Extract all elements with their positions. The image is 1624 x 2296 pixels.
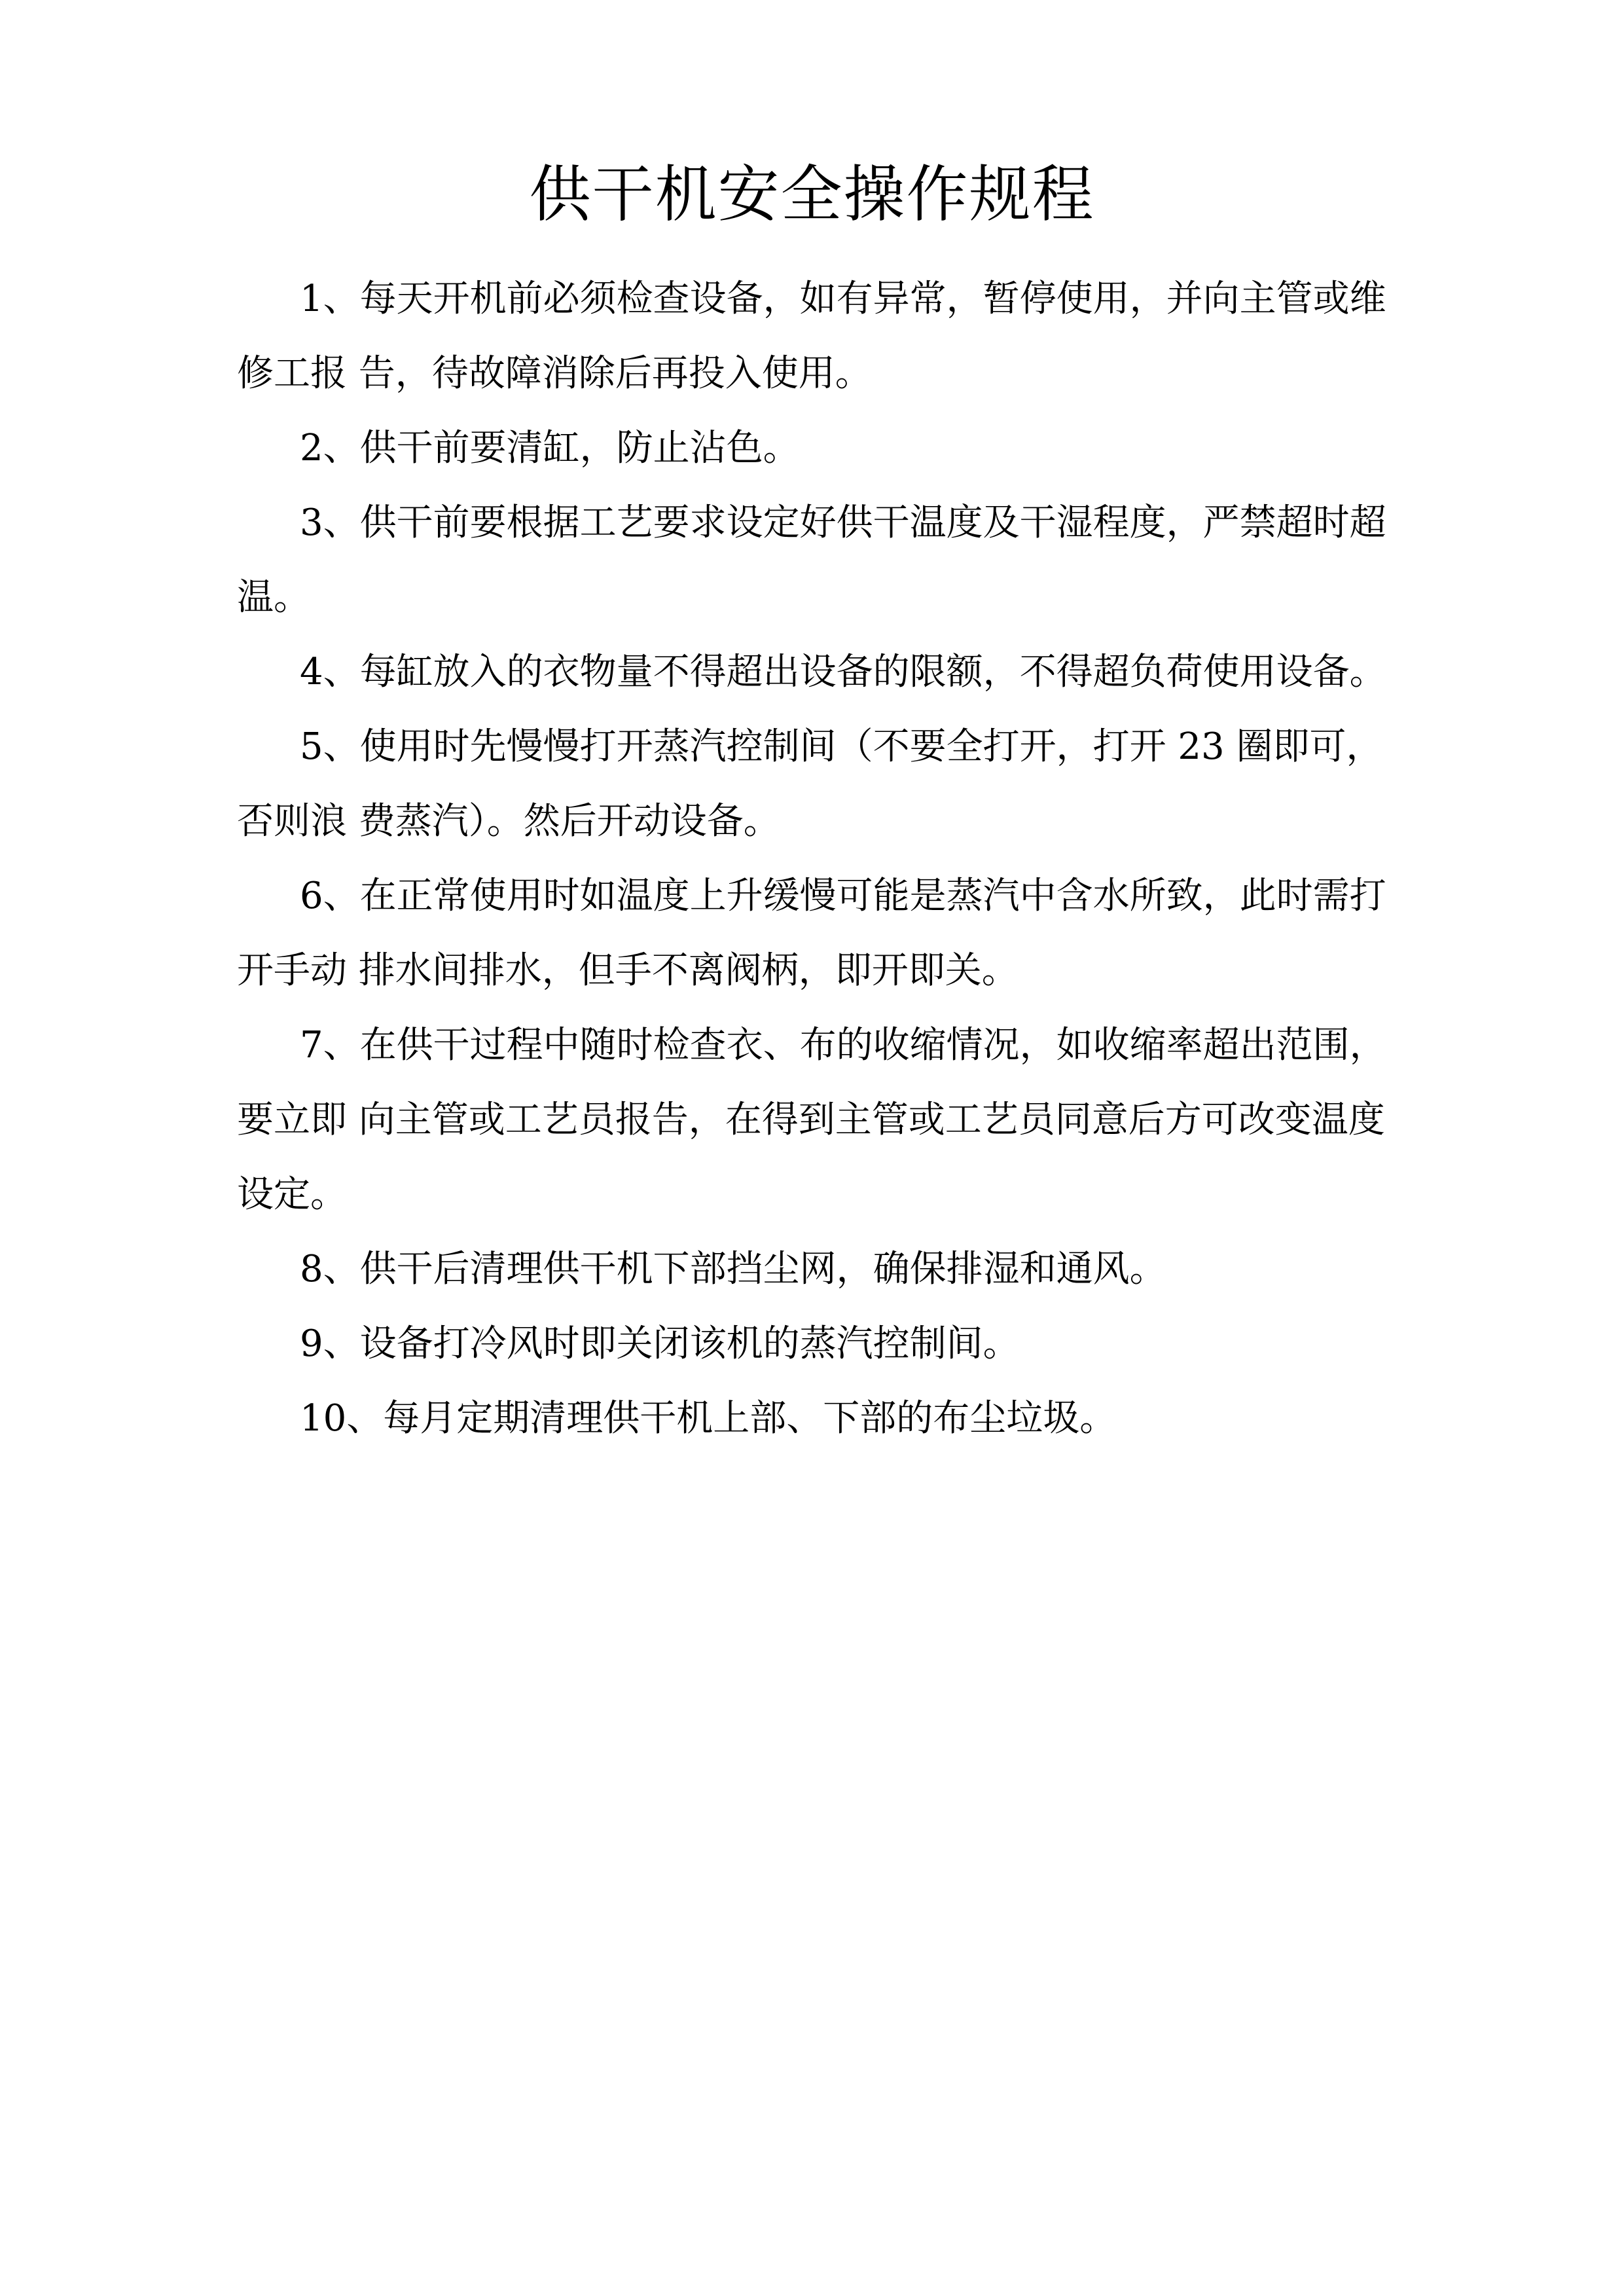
paragraph-8: 8、供干后清理供干机下部挡尘网，确保排湿和通风。: [300, 1248, 1166, 1290]
paragraph-3: 3、供干前要根据工艺要求设定好供干温度及干湿程度，严禁超时超温。: [237, 501, 1386, 619]
paragraph-10: 10、每月定期清理供干机上部、下部的布尘垃圾。: [300, 1397, 1117, 1440]
paragraph-7: 7、在供干过程中随时检查衣、布的收缩情况，如收缩率超出范围，要立即 向主管或工艺员报告，在得到主管或工艺员同意后方可改变温度设定。: [237, 1024, 1386, 1216]
document-body: [237, 262, 1402, 1456]
paragraph-5: 5、使用时先慢慢打开蒸汽控制间（不要全打开，打开 23 圈即可，否则浪 费蒸汽）。然后开动设备。: [237, 725, 1383, 843]
paragraph-6: 6、在正常使用时如温度上升缓慢可能是蒸汽中含水所致，此时需打开手动 排水间排水，但手不离阀柄，即开即关。: [237, 875, 1386, 992]
paragraph-9: 9、设备打冷风时即关闭该机的蒸汽控制间。: [300, 1322, 1020, 1365]
paragraph-1: 1、每天开机前必须检查设备，如有异常，暂停使用，并向主管或维修工报 告，待故障消除后再投入使用。: [237, 278, 1386, 395]
paragraph-4: 4、每缸放入的衣物量不得超出设备的限额，不得超负荷使用设备。: [300, 651, 1386, 693]
paragraph-2: 2、供干前要清缸，防止沾色。: [300, 427, 800, 469]
document-title: 供干机安全操作规程: [529, 159, 1095, 230]
